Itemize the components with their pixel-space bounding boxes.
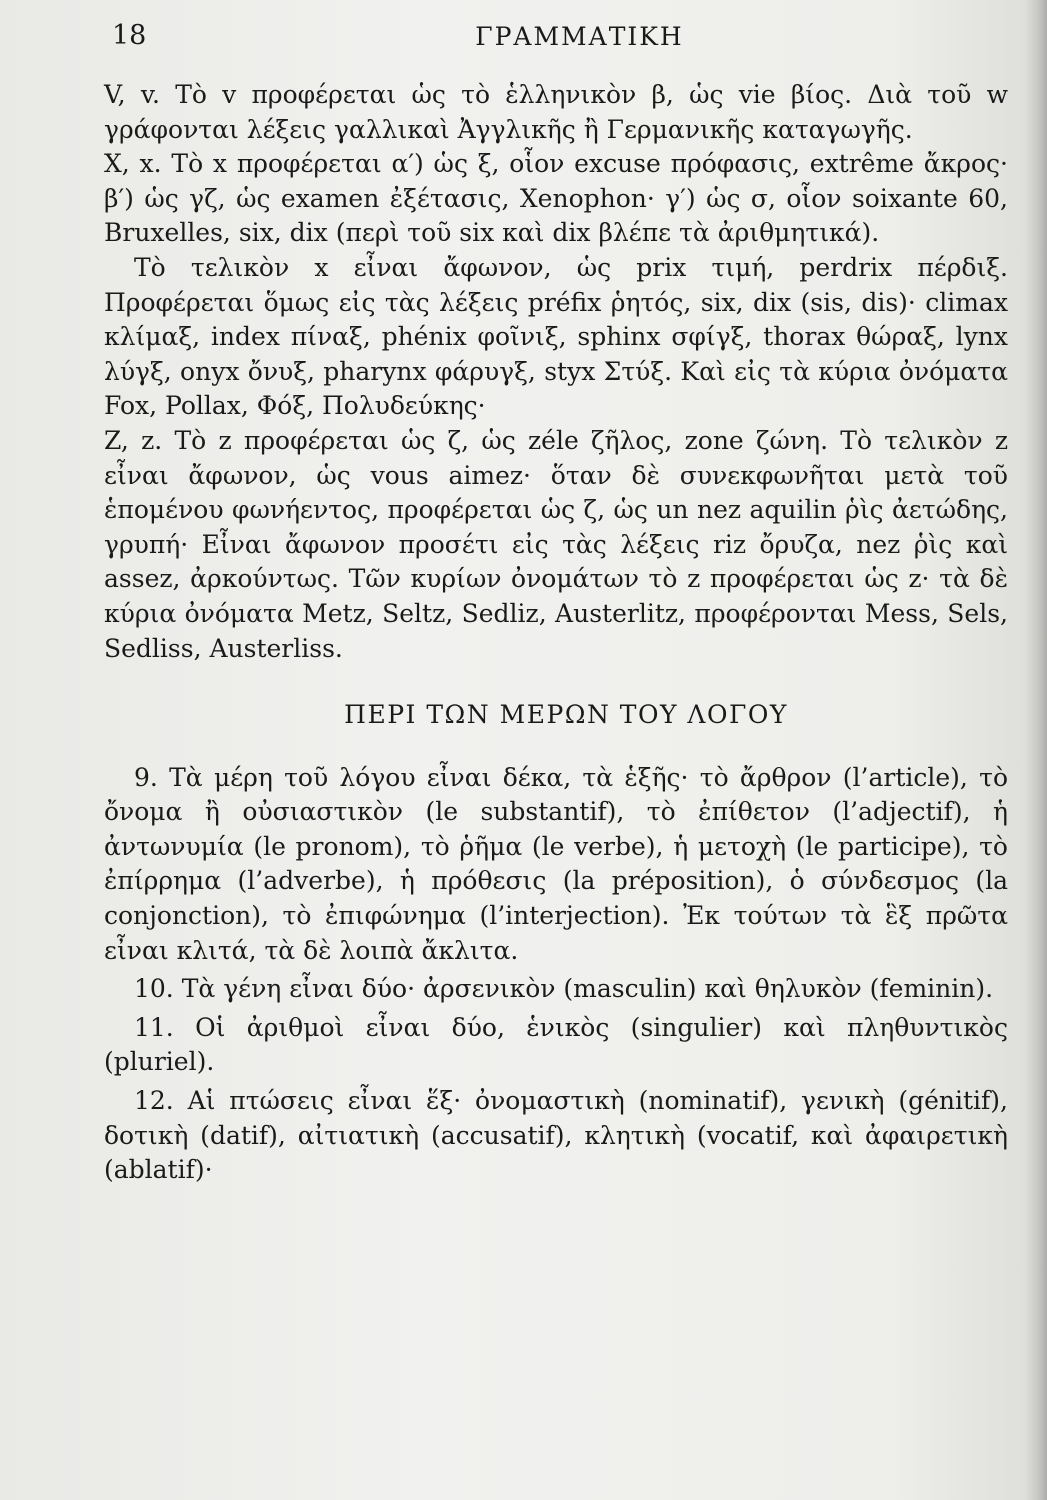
paragraph-12: 12. Αἱ πτώσεις εἶναι ἕξ· ὀνομαστικὴ (nominatif), γενικὴ (génitif), δοτικὴ (datif), αἰτιατικὴ (accusatif), κλητικὴ (vocatif, καὶ ἀφαιρετικὴ (ablatif)· (104, 1086, 1008, 1185)
paragraph-x: X, x. Τὸ x προφέρεται α′) ὡς ξ, οἷον excuse πρόφασις, extrême ἄκρος· β′) ὡς γζ, ὡς examen ἐξέτασις, Xenophon· γ′) ὡς σ, οἷον soixante 60, Bruxelles, six, dix (περὶ τοῦ six καὶ dix βλέπε τὰ ἀριθμητικά). (104, 149, 1008, 248)
page-number: 18 (112, 20, 147, 51)
paragraph-z: Z, z. Τὸ z προφέρεται ὡς ζ, ὡς zéle ζῆλος, zone ζώνη. Τὸ τελικὸν z εἶναι ἄφωνον, ὡς vous aimez· ὅταν δὲ συνεκφωνῆται μετὰ τοῦ ἑπομένου φωνήεντος, προφέρεται ὡς ζ, ὡς un nez aquilin ῥὶς ἀετώδης, γρυπή· Εἶναι ἄφωνον προσέτι εἰς τὰς λέξεις riz ὄρυζα, nez ῥὶς καὶ assez, ἀρκούντως. Τῶν κυρίων ὀνομάτων τὸ z προφέρεται ὡς z· τὰ δὲ κύρια ὀνόματα Metz, Seltz, Sedliz, Austerlitz, προφέρονται Mess, Sels, Sedliss, Austerliss. (104, 425, 1008, 663)
paragraph-final-x: Τὸ τελικὸν x εἶναι ἄφωνον, ὡς prix τιμή, perdrix πέρδιξ. Προφέρεται ὅμως εἰς τὰς λέξεις préfix ῥητός, six, dix (sis, dis)· climax κλίμαξ, index πίναξ, phénix φοῖνιξ, sphinx σφίγξ, thorax θώραξ, lynx λύγξ, onyx ὄνυξ, pharynx φάρυγξ, styx Στύξ. Καὶ εἰς τὰ κύρια ὀνόματα Fox, Pollax, Φόξ, Πολυδεύκης· (104, 252, 1008, 421)
page-body (104, 78, 1008, 1188)
running-title: ΓΡΑΜΜΑΤΙΚΗ (475, 22, 684, 51)
paragraph-10: 10. Τὰ γένη εἶναι δύο· ἀρσενικὸν (masculin) καὶ θηλυκὸν (feminin). (134, 974, 994, 1004)
section-heading: ΠΕΡΙ ΤΩΝ ΜΕΡΩΝ ΤΟΥ ΛΟΓΟΥ (344, 700, 788, 730)
paragraph-v: V, v. Τὸ v προφέρεται ὡς τὸ ἑλληνικὸν β, ὡς vie βίος. Διὰ τοῦ w γράφονται λέξεις γαλλικαὶ Ἀγγλικῆς ἢ Γερμανικῆς καταγωγῆς. (104, 80, 1008, 144)
paragraph-11: 11. Οἱ ἀριθμοὶ εἶναι δύο, ἑνικὸς (singulier) καὶ πληθυντικὸς (pluriel). (104, 1012, 1008, 1077)
page-header (112, 20, 1012, 54)
page-edge-shadow (1025, 0, 1047, 1500)
paragraph-9: 9. Τὰ μέρη τοῦ λόγου εἶναι δέκα, τὰ ἑξῆς· τὸ ἄρθρον (l’article), τὸ ὄνομα ἢ οὐσιαστικὸν (le substantif), τὸ ἐπίθετον (l’adjectif), ἡ ἀντωνυμία (le pronom), τὸ ῥῆμα (le verbe), ἡ μετοχὴ (le participe), τὸ ἐπίρρημα (l’adverbe), ἡ πρόθεσις (la préposition), ὁ σύνδεσμος (la conjonction), τὸ ἐπιφώνημα (l’interjection). Ἐκ τούτων τὰ ἓξ πρῶτα εἶναι κλιτά, τὰ δὲ λοιπὰ ἄκλιτα. (104, 762, 1008, 965)
